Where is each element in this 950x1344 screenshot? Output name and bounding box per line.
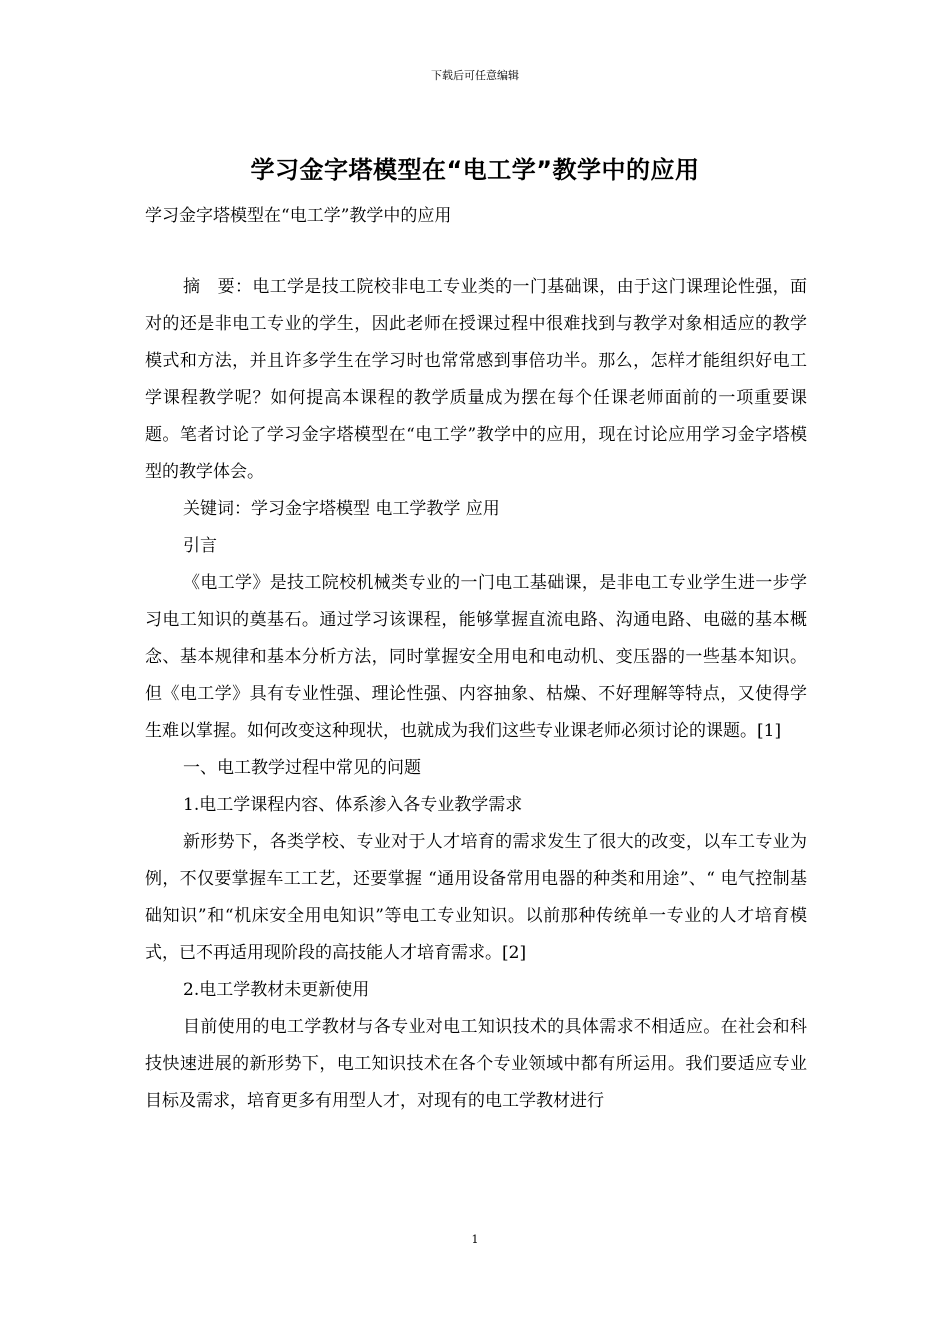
- document-subtitle: 学习金字塔模型在“电工学”教学中的应用: [145, 206, 452, 226]
- document-body: [145, 269, 807, 1120]
- keywords-line: 关键词：学习金字塔模型 电工学教学 应用: [183, 499, 500, 519]
- page-number: 1: [471, 1233, 479, 1246]
- abstract-paragraph: 摘 要：电工学是技工院校非电工专业类的一门基础课，由于这门课理论性强，面对的还是非电工专业的学生，因此老师在授课过程中很难找到与教学对象相适应的教学模式和方法，并且许多学生在学习时也常常感到事倍功半。那么，怎样才能组织好电工学课程教学呢？如何提高本课程的教学质量成为摆在每个任课老师面前的一项重要课题。笔者讨论了学习金字塔模型在“电工学”教学中的应用，现在讨论应用学习金字塔模型的教学体会。: [145, 277, 807, 482]
- item-heading: 2.电工学教材未更新使用: [183, 980, 370, 1000]
- intro-paragraph: 《电工学》是技工院校机械类专业的一门电工基础课，是非电工专业学生进一步学习电工知识的奠基石。通过学习该课程，能够掌握直流电路、沟通电路、电磁的基本概念、基本规律和基本分析方法，同时掌握安全用电和电动机、变压器的一些基本知识。但《电工学》具有专业性强、理论性强、内容抽象、枯燥、不好理解等特点，又使得学生难以掌握。如何改变这种现状，也就成为我们这些专业课老师必须讨论的课题。[1]: [145, 573, 807, 741]
- section-heading: 一、电工教学过程中常见的问题: [183, 758, 421, 778]
- item-heading: 1.电工学课程内容、体系渗入各专业教学需求: [183, 795, 523, 815]
- item-paragraph: 目前使用的电工学教材与各专业对电工知识技术的具体需求不相适应。在社会和科技快速进展的新形势下，电工知识技术在各个专业领域中都有所运用。我们要适应专业目标及需求，培育更多有用型人才，对现有的电工学教材进行: [145, 1017, 807, 1111]
- item-paragraph: 新形势下，各类学校、专业对于人才培育的需求发生了很大的改变，以车工专业为例，不仅要掌握车工工艺，还要掌握 “通用设备常用电器的种类和用途”、“ 电气控制基础知识”和“机床安全用电知识”等电工专业知识。以前那种传统单一专业的人才培育模式，已不再适用现阶段的高技能人才培育需求。[2]: [145, 832, 807, 963]
- document-title: 学习金字塔模型在“电工学”教学中的应用: [250, 156, 700, 184]
- intro-heading: 引言: [183, 536, 217, 556]
- header-note: 下载后可任意编辑: [431, 69, 519, 82]
